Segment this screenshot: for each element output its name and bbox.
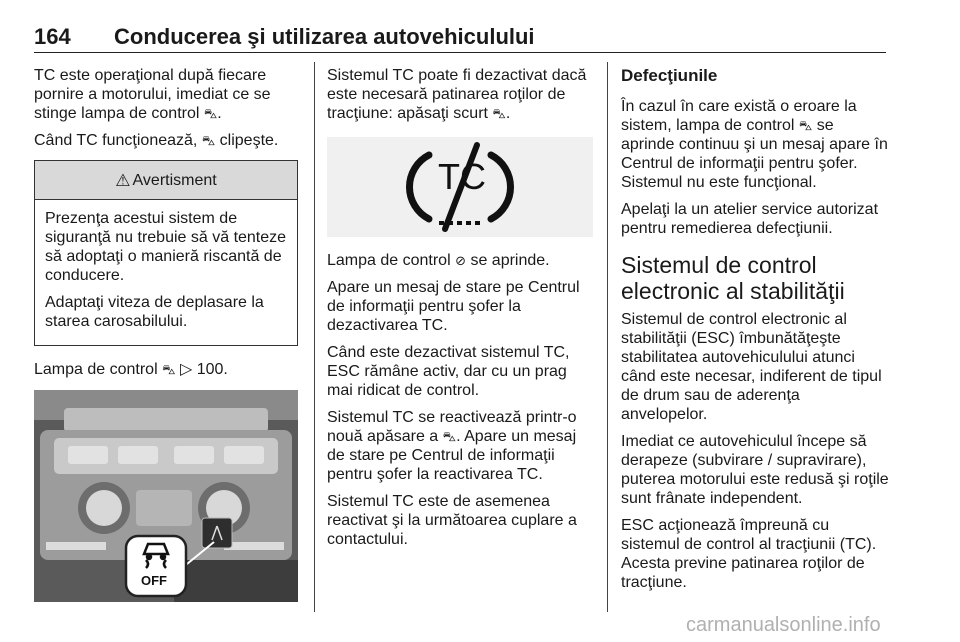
warning-header <box>35 161 297 200</box>
column-1 <box>34 66 298 424</box>
defects-heading: Defecţiunile <box>621 66 718 85</box>
watermark: carmanualsonline.info <box>686 614 881 636</box>
status-message-text: Apare un mesaj de stare pe Centrul de informaţii pentru şofer la dezactivarea TC. <box>327 279 580 334</box>
tc-off-indicator <box>327 137 593 237</box>
esc-section-heading: Sistemul de control electronic al stabilităţii <box>621 252 845 304</box>
warning-box <box>34 160 298 346</box>
tc-off-icon: ⊘ <box>455 253 466 268</box>
defects-text: În cazul în care există o eroare la sistem, lampa de control ⛍ se aprinde continuu şi un mesaj apare în Centrul de informaţii pentru şofer. Sistemul nu este funcţional. <box>621 98 888 191</box>
page-header <box>34 20 886 54</box>
traction-control-icon: ⛍ <box>798 118 813 133</box>
lamp-on-text: Lampa de control ⊘ se aprinde. <box>327 252 550 269</box>
traction-control-icon: ⛍ <box>201 133 216 148</box>
dashboard-photo <box>34 390 298 602</box>
warning-text-1: Prezenţa acestui sistem de siguranţă nu trebuie să vă tenteze să adoptaţi o manieră riscantă de conducere. <box>45 210 287 284</box>
esc-tc-text: ESC acţionează împreună cu sistemul de control al tracţiunii (TC). Acesta previne patinarea roţilor de tracţiune. <box>621 517 877 591</box>
service-text: Apelaţi la un atelier service autorizat pentru remedierea defecţiunii. <box>621 201 879 237</box>
column-divider-2 <box>607 62 608 612</box>
esc-off-button-label: OFF <box>141 573 167 588</box>
chapter-title: Conducerea şi utilizarea autovehiculului <box>114 24 535 49</box>
traction-control-icon: ⛍ <box>492 106 506 121</box>
reactivation-text: Sistemul TC se reactivează printr-o nouă apăsare a ⛍. Apare un mesaj de stare pe Centrul de informaţii pentru şofer la reactivarea TC. <box>327 409 577 483</box>
column-3 <box>621 66 889 600</box>
lamp-reference: Lampa de control ⛍ ▷ 100. <box>34 361 228 378</box>
esc-intro-text: Sistemul de control electronic al stabilităţii (ESC) îmbunătăţeşte stabilitatea autovehiculului atunci când este necesar, indiferent de tipul de drum sau de aderenţa anvelopelor. <box>621 311 882 423</box>
page-number: 164 <box>34 24 71 49</box>
warning-title: Avertisment <box>132 171 217 189</box>
warning-body <box>35 200 297 345</box>
tc-letters: TC <box>438 156 486 197</box>
esc-remains-active-text: Când este dezactivat sistemul TC, ESC rămâne activ, dar cu un prag mai ridicat de control. <box>327 344 570 399</box>
header-rule <box>34 52 886 53</box>
tc-intro-text: TC este operaţional după fiecare pornire a motorului, imediat ce se stinge lampa de control ⛍. <box>34 67 271 122</box>
ignition-reactivation-text: Sistemul TC este de asemenea reactivat şi la următoarea cuplare a contactului. <box>327 493 577 548</box>
deactivation-instructions: Sistemul TC poate fi dezactivat dacă este necesară patinarea roţilor de tracţiune: apăsaţi scurt ⛍. <box>327 67 587 122</box>
column-2 <box>327 66 593 557</box>
traction-control-icon: ⛍ <box>162 362 176 377</box>
center-console-illustration <box>34 390 298 602</box>
tc-blink-text: Când TC funcţionează, ⛍ clipeşte. <box>34 132 279 149</box>
traction-control-icon: ⛍ <box>442 429 457 444</box>
warning-text-2: Adaptaţi viteza de deplasare la starea carosabilului. <box>45 294 264 330</box>
esc-skid-text: Imediat ce autovehiculul începe să derapeze (subvirare / supravirare), puterea motorului este redusă şi roţile sunt frânate independent. <box>621 433 889 507</box>
traction-control-icon: ⛍ <box>203 106 218 121</box>
warning-triangle-icon: ⚠ <box>115 170 131 190</box>
column-divider-1 <box>314 62 315 612</box>
page-ref-arrow-icon: ▷ <box>179 361 193 378</box>
